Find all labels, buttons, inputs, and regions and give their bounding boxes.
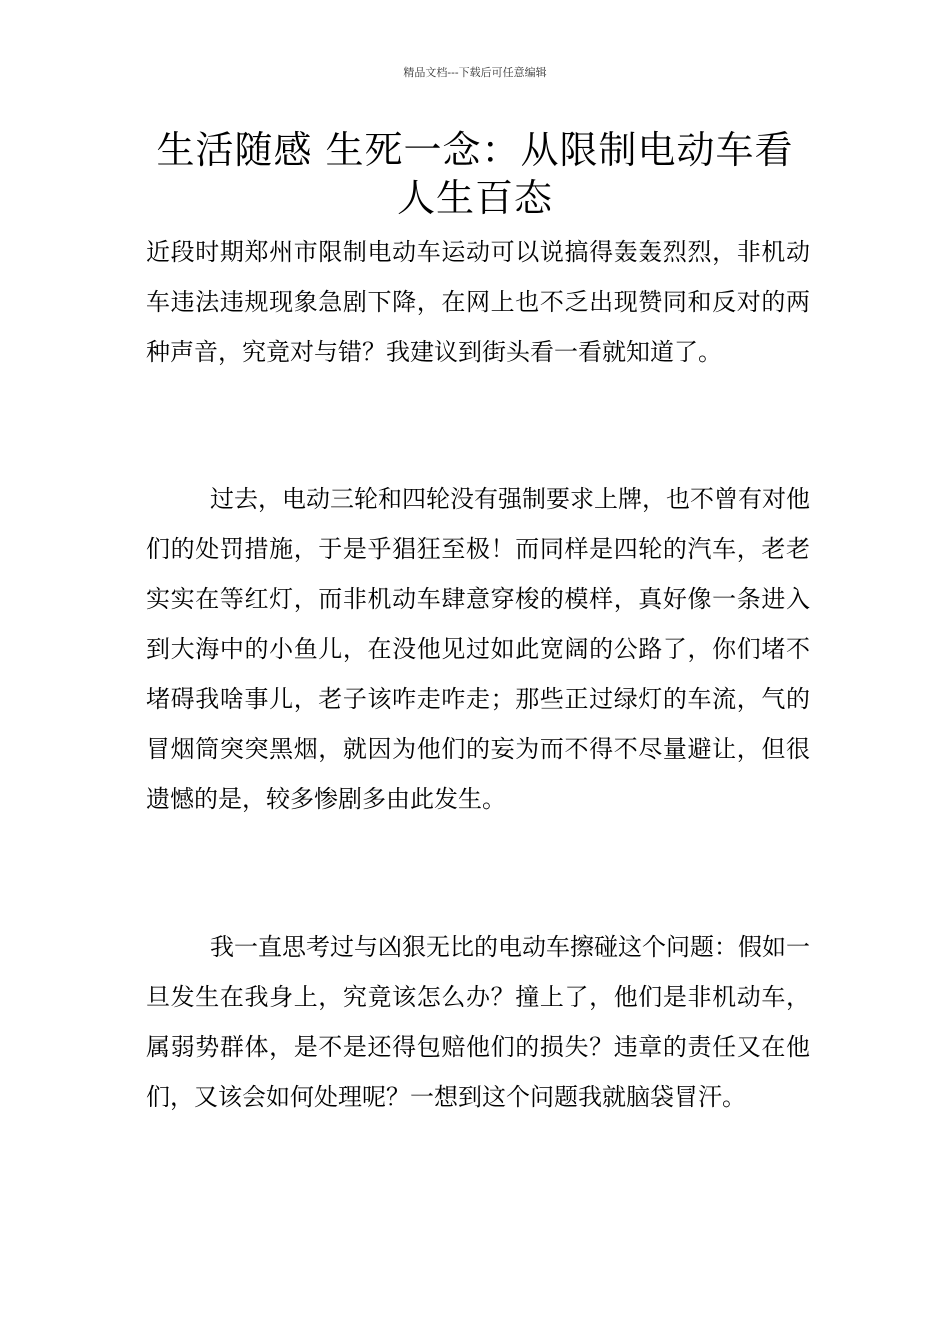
page-header: 精品文档---下载后可任意编辑 bbox=[403, 66, 547, 79]
paragraph-3: 我一直思考过与凶狠无比的电动车擦碰这个问题：假如一旦发生在我身上，究竟该怎么办？撞上了，他们是非机动车，属弱势群体，是不是还得包赔他们的损失？违章的责任又在他们，又该会如何处理呢？一想到这个问题我就脑袋冒汗。 bbox=[146, 933, 810, 1111]
paragraph-2: 过去，电动三轮和四轮没有强制要求上牌，也不曾有对他们的处罚措施，于是乎猖狂至极！而同样是四轮的汽车，老老实实在等红灯，而非机动车肆意穿梭的模样，真好像一条进入到大海中的小鱼儿，在没他见过如此宽阔的公路了，你们堵不堵碍我啥事儿，老子该咋走咋走；那些正过绿灯的车流，气的冒烟筒突突黑烟，就因为他们的妄为而不得不尽量避让，但很遗憾的是，较多惨剧多由此发生。 bbox=[146, 485, 810, 813]
paragraph-1: 近段时期郑州市限制电动车运动可以说搞得轰轰烈烈，非机动车违法违规现象急剧下降，在网上也不乏出现赞同和反对的两种声音，究竟对与错？我建议到街头看一看就知道了。 bbox=[146, 238, 810, 366]
document-title: 生活随感 生死一念：从限制电动车看人生百态 bbox=[156, 128, 794, 220]
